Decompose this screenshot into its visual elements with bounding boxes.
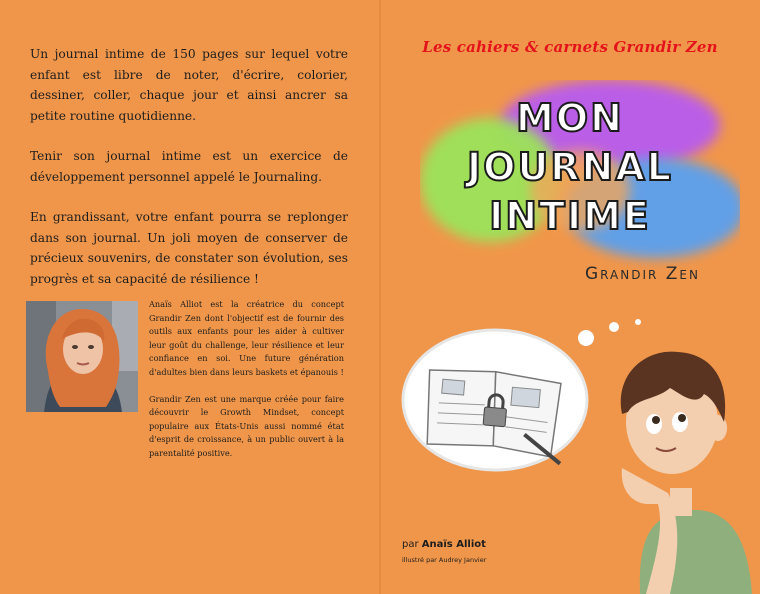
series-title: Les cahiers & carnets Grandir Zen xyxy=(422,38,718,56)
bio-paragraph: Anaïs Alliot est la créatrice du concept Grandir Zen dont l'objectif est de fournir des outils aux enfants pour les aider à cultiver leur goût du challenge, leur résilience et leur confiance en soi. Une future génération d'adultes bien dans leurs baskets et épanouis ! xyxy=(149,299,344,377)
author-name: Anaïs Alliot xyxy=(421,539,486,550)
title-line-journal: JOURNAL xyxy=(467,145,673,189)
brand-logo-text: Grandir Zen xyxy=(585,264,700,284)
back-cover-description xyxy=(30,44,348,309)
author-byline xyxy=(402,539,486,550)
title-line-mon: MON xyxy=(516,96,624,140)
description-paragraph: Un journal intime de 150 pages sur lequel votre enfant est libre de noter, d'écrire, colorier, dessiner, coller, chaque jour et ainsi ancrer sa petite routine quotidienne. xyxy=(30,47,348,123)
description-paragraph: En grandissant, votre enfant pourra se replonger dans son journal. Un joli moyen de conserver de précieux souvenirs, de constater son évolution, ses progrès et sa capacité de résilience ! xyxy=(30,210,348,286)
description-paragraph: Tenir son journal intime est un exercice de développement personnel appelé le Journaling. xyxy=(30,149,348,184)
boy-thinking-illustration xyxy=(400,318,760,594)
illustrator-credit: illustré par Audrey Janvier xyxy=(402,556,487,564)
byline-prefix: par xyxy=(402,539,422,550)
boy-character xyxy=(621,352,752,594)
title-line-intime: INTIME xyxy=(489,194,651,238)
author-photo xyxy=(26,301,138,412)
author-bio xyxy=(149,298,344,474)
spine-fold xyxy=(379,0,381,594)
bio-paragraph: Grandir Zen est une marque créée pour faire découvrir le Growth Mindset, concept populaire aux États-Unis aussi nommé état d'esprit de croissance, à un public ouvert à la parentalité positive. xyxy=(149,393,344,458)
